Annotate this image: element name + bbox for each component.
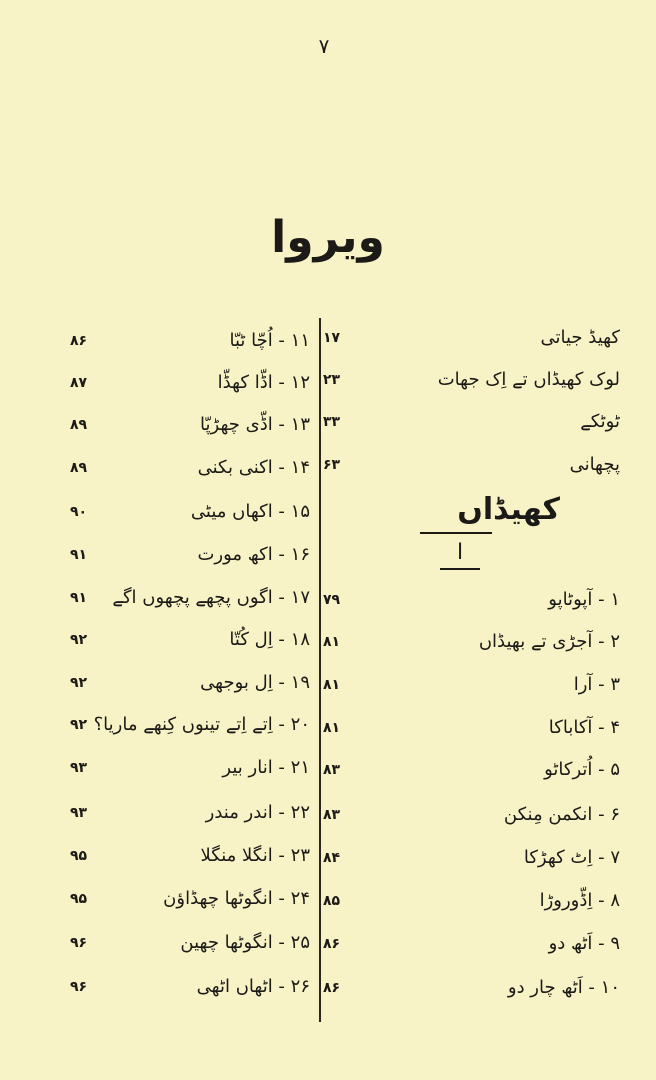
toc-entry-label: ۱ - آپوٹاپو xyxy=(548,589,620,610)
toc-entry-page: ۸۵ xyxy=(323,893,341,909)
toc-entry-label: ۱۱ - اُچّا ٹبّا xyxy=(229,330,310,351)
toc-entry-label: ۲۴ - انگوٹھا چھڈاؤن xyxy=(163,888,310,909)
page-number: ۷ xyxy=(318,34,330,58)
section-heading-underline xyxy=(420,532,492,534)
toc-entry-page: ۹۲ xyxy=(70,632,88,648)
toc-entry-page: ۸۷ xyxy=(70,375,88,391)
toc-entry-label: ۲۵ - انگوٹھا چھین xyxy=(180,932,310,953)
toc-entry-page: ۸۹ xyxy=(70,460,88,476)
toc-entry-label: ۱۲ - اڈّا کھڈّا xyxy=(217,372,310,393)
toc-entry-label: ۱۰ - اَٹھ چار دو xyxy=(507,977,620,998)
toc-entry-page: ۹۶ xyxy=(70,935,88,951)
front-matter-label: کھیڈ جیاتی xyxy=(540,327,620,348)
toc-entry-page: ۹۲ xyxy=(70,717,88,733)
toc-entry-label: ۶ - انکمن مِنکن xyxy=(503,804,620,825)
section-letter: ا xyxy=(456,540,464,565)
toc-entry-page: ۸۱ xyxy=(323,677,341,693)
toc-entry-page: ۸۹ xyxy=(70,417,88,433)
toc-entry-label: ۷ - اِٹ کھڑکا xyxy=(523,847,620,868)
toc-entry-page: ۸۴ xyxy=(323,850,341,866)
toc-entry-label: ۱۳ - اڈّی چھڑپّا xyxy=(200,414,310,435)
toc-entry-page: ۸۱ xyxy=(323,634,341,650)
toc-entry-label: ۸ - اِڈّوروڑا xyxy=(539,890,620,911)
toc-entry-label: ۱۹ - اِل بوجھی xyxy=(200,672,310,693)
toc-entry-page: ۹۵ xyxy=(70,848,88,864)
toc-entry-page: ۸۳ xyxy=(323,762,341,778)
toc-entry-label: ۲۳ - انگلا منگلا xyxy=(200,845,310,866)
toc-entry-label: ۱۶ - اکھ مورت xyxy=(197,544,310,565)
front-matter-label: لوک کھیڈاں تے اِک جھات xyxy=(437,369,620,390)
front-matter-label: ٹوٹکے xyxy=(580,411,620,432)
section-heading: کھیڈاں xyxy=(457,492,560,527)
toc-entry-label: ۵ - اُترکاٹو xyxy=(544,759,620,780)
toc-entry-label: ۱۵ - اکھاں میٹی xyxy=(190,501,310,522)
front-matter-label: پچھانی xyxy=(569,454,620,475)
toc-entry-label: ۲۱ - انار بیر xyxy=(222,757,310,778)
toc-entry-page: ۹۲ xyxy=(70,675,88,691)
column-divider xyxy=(319,318,321,1022)
toc-entry-label: ۲۶ - اٹھاں اٹھی xyxy=(196,976,310,997)
section-letter-underline xyxy=(440,568,480,570)
toc-entry-label: ۲۲ - اندر مندر xyxy=(205,802,310,823)
toc-entry-label: ۴ - آکاباکا xyxy=(548,717,620,738)
toc-entry-page: ۸۶ xyxy=(70,333,88,349)
toc-entry-page: ۹۳ xyxy=(70,760,88,776)
front-matter-page: ۶۳ xyxy=(323,457,341,473)
toc-entry-page: ۹۰ xyxy=(70,504,88,520)
toc-entry-page: ۹۱ xyxy=(70,590,88,606)
toc-entry-page: ۹۵ xyxy=(70,891,88,907)
toc-entry-label: ۱۸ - اِل کُتّا xyxy=(229,629,310,650)
toc-entry-page: ۸۱ xyxy=(323,720,341,736)
toc-entry-page: ۹۶ xyxy=(70,979,88,995)
toc-entry-label: ۹ - اَٹھ دو xyxy=(548,933,620,954)
toc-entry-page: ۹۳ xyxy=(70,805,88,821)
toc-entry-label: ۲ - آجڑی تے بھیڈاں xyxy=(478,631,620,652)
toc-entry-label: ۱۴ - اکنی بکنی xyxy=(197,457,310,478)
toc-entry-label: ۳ - آرا xyxy=(573,674,620,695)
page-title: ویروا xyxy=(271,212,385,263)
toc-entry-page: ۸۶ xyxy=(323,980,341,996)
front-matter-page: ۱۷ xyxy=(323,330,341,346)
front-matter-page: ۲۳ xyxy=(323,372,341,388)
toc-entry-label: ۱۷ - اگوں پچھے پچھوں اگے xyxy=(112,587,310,608)
toc-entry-page: ۹۱ xyxy=(70,547,88,563)
front-matter-page: ۳۳ xyxy=(323,414,341,430)
toc-entry-page: ۸۶ xyxy=(323,936,341,952)
toc-entry-label: ۲۰ - اِتے اِتے تینوں کِنھے ماریا؟ xyxy=(93,714,310,735)
toc-entry-page: ۷۹ xyxy=(323,592,341,608)
toc-entry-page: ۸۳ xyxy=(323,807,341,823)
